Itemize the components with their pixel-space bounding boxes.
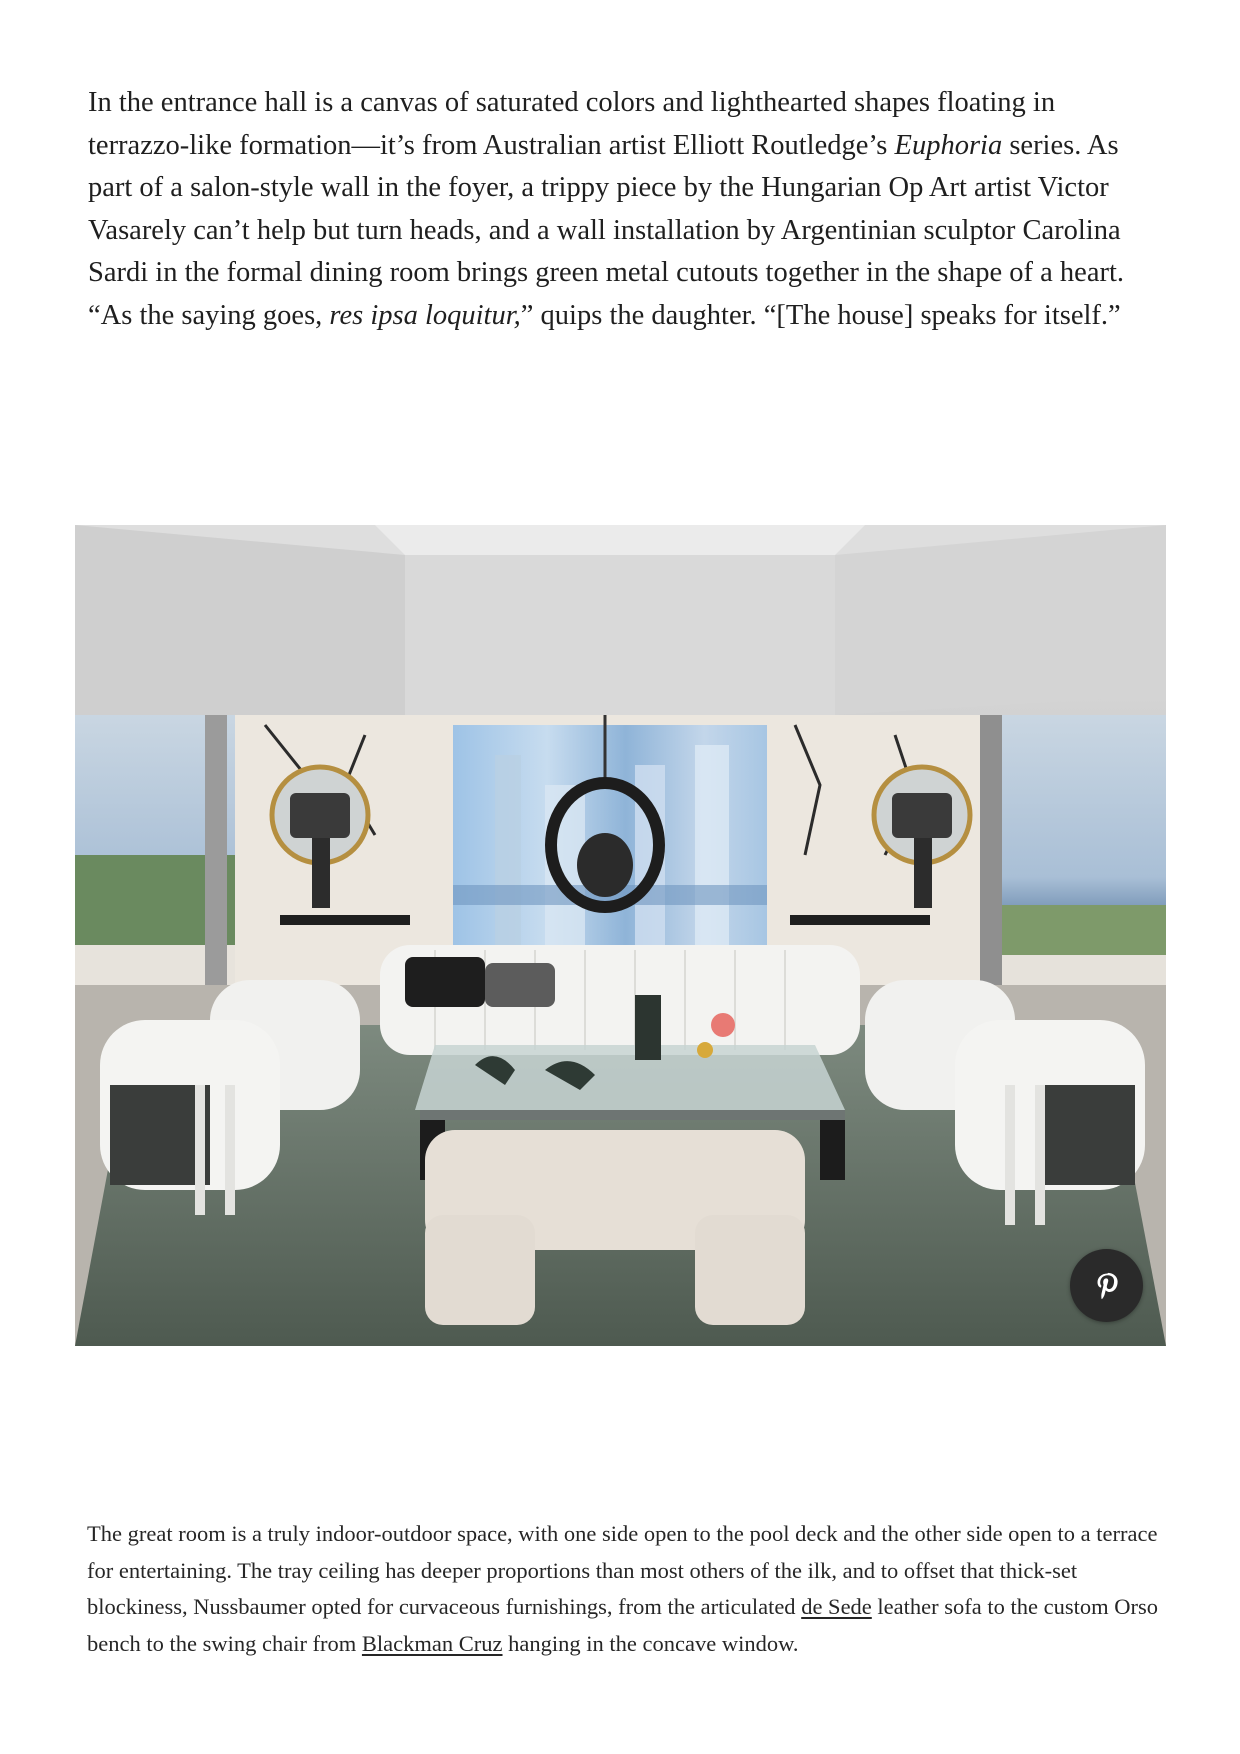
great-room-illustration	[75, 525, 1166, 1346]
blackman-cruz-link[interactable]: Blackman Cruz	[361, 1630, 503, 1656]
intro-italic-euphoria: Euphoria	[894, 129, 1003, 161]
intro-text-2: series. As part of a salon-style wall in the foyer, a trippy piece by the Hungarian Op Art artist Victor Vasarely can’t help but turn heads, and a wall installation by Argentinian sculptor Carolina Sardi in the formal dining room brings green metal cutouts together in the shape of a heart. “As the saying goes,	[88, 129, 1125, 331]
great-room-photo	[75, 525, 1166, 1346]
de-sede-link[interactable]: de Sede	[801, 1594, 872, 1619]
caption-text-3: hanging in the concave window.	[502, 1630, 799, 1656]
photo-caption	[87, 1516, 1167, 1662]
caption-text-2: leather sofa to the custom Orso bench to the swing chair from	[87, 1594, 1158, 1656]
intro-text-1: In the entrance hall is a canvas of saturated colors and lighthearted shapes floating in terrazzo-like formation—it’s from Australian artist Elliott Routledge’s	[88, 87, 1056, 161]
pinterest-icon	[1090, 1269, 1124, 1303]
pinterest-save-button[interactable]	[1070, 1249, 1143, 1322]
intro-italic-quote: res ipsa loquitur,	[329, 299, 521, 331]
caption-text-1: The great room is a truly indoor-outdoor space, with one side open to the pool deck and the other side open to a terrace for entertaining. The tray ceiling has deeper proportions than most others of the ilk, and to offset that thick-set blockiness, Nussbaumer opted for curvaceous furnishings, from the articulated	[87, 1521, 1158, 1619]
intro-paragraph	[88, 82, 1163, 337]
intro-text-3: ” quips the daughter. “[The house] speaks for itself.”	[520, 299, 1121, 331]
